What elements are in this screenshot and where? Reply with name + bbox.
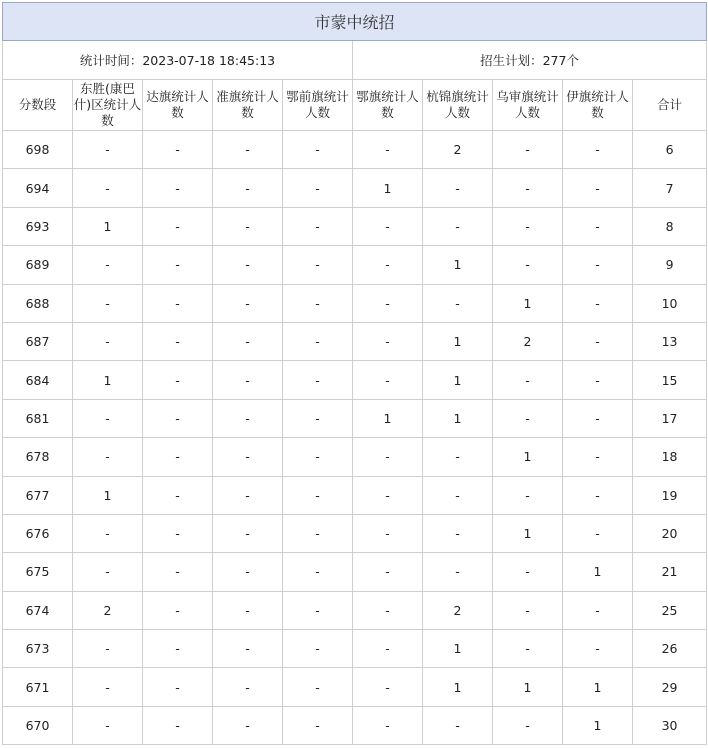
count-cell: 1 (73, 361, 143, 399)
count-cell: 1 (493, 438, 563, 476)
count-cell: - (283, 706, 353, 744)
count-cell: - (143, 668, 213, 706)
count-cell: - (143, 706, 213, 744)
count-cell: - (73, 706, 143, 744)
count-cell: - (283, 361, 353, 399)
count-cell: - (353, 630, 423, 668)
table-row (3, 514, 707, 552)
total-cell: 7 (633, 169, 707, 207)
total-cell: 25 (633, 591, 707, 629)
table-row (3, 438, 707, 476)
score-cell: 670 (3, 706, 73, 744)
stat-time: 统计时间：2023-07-18 18:45:13 (3, 41, 353, 80)
count-cell: - (493, 591, 563, 629)
column-header: 东胜(康巴什)区统计人数 (73, 80, 143, 131)
table-row (3, 361, 707, 399)
count-cell: - (423, 514, 493, 552)
count-cell: - (423, 284, 493, 322)
count-cell: - (563, 399, 633, 437)
enrollment-plan: 招生计划：277个 (353, 41, 707, 80)
count-cell: 1 (423, 361, 493, 399)
count-cell: - (213, 131, 283, 169)
score-cell: 678 (3, 438, 73, 476)
count-cell: - (143, 361, 213, 399)
count-cell: - (283, 246, 353, 284)
count-cell: - (213, 591, 283, 629)
count-cell: 1 (563, 553, 633, 591)
count-cell: - (73, 514, 143, 552)
count-cell: - (143, 169, 213, 207)
count-cell: 1 (493, 514, 563, 552)
count-cell: - (353, 591, 423, 629)
column-header: 鄂旗统计人数 (353, 80, 423, 131)
count-cell: - (73, 630, 143, 668)
count-cell: - (493, 131, 563, 169)
table-row (3, 476, 707, 514)
count-cell: - (493, 169, 563, 207)
table-row (3, 668, 707, 706)
count-cell: - (283, 207, 353, 245)
score-cell: 681 (3, 399, 73, 437)
count-cell: - (73, 284, 143, 322)
count-cell: - (143, 399, 213, 437)
total-cell: 17 (633, 399, 707, 437)
count-cell: - (353, 476, 423, 514)
total-cell: 26 (633, 630, 707, 668)
count-cell: - (563, 591, 633, 629)
count-cell: 1 (423, 246, 493, 284)
score-cell: 693 (3, 207, 73, 245)
count-cell: 1 (423, 630, 493, 668)
count-cell: - (143, 591, 213, 629)
count-cell: 2 (423, 591, 493, 629)
column-header: 乌审旗统计人数 (493, 80, 563, 131)
score-cell: 675 (3, 553, 73, 591)
count-cell: - (143, 630, 213, 668)
count-cell: - (563, 361, 633, 399)
count-cell: - (213, 553, 283, 591)
score-cell: 676 (3, 514, 73, 552)
count-cell: - (73, 399, 143, 437)
count-cell: - (283, 591, 353, 629)
total-cell: 9 (633, 246, 707, 284)
score-cell: 689 (3, 246, 73, 284)
count-cell: - (283, 438, 353, 476)
count-cell: - (143, 476, 213, 514)
score-cell: 684 (3, 361, 73, 399)
count-cell: - (143, 438, 213, 476)
count-cell: - (353, 131, 423, 169)
table-row (3, 706, 707, 744)
count-cell: - (283, 399, 353, 437)
count-cell: 1 (353, 399, 423, 437)
table-row (3, 630, 707, 668)
column-header: 合计 (633, 80, 707, 131)
count-cell: - (143, 131, 213, 169)
count-cell: 1 (423, 668, 493, 706)
score-cell: 671 (3, 668, 73, 706)
column-header: 达旗统计人数 (143, 80, 213, 131)
count-cell: - (563, 284, 633, 322)
count-cell: - (213, 668, 283, 706)
count-cell: - (493, 630, 563, 668)
total-cell: 6 (633, 131, 707, 169)
count-cell: - (143, 284, 213, 322)
count-cell: 2 (493, 322, 563, 360)
column-header: 分数段 (3, 80, 73, 131)
count-cell: - (423, 476, 493, 514)
count-cell: - (283, 131, 353, 169)
count-cell: - (283, 668, 353, 706)
count-cell: - (213, 514, 283, 552)
count-cell: - (423, 438, 493, 476)
column-header: 伊旗统计人数 (563, 80, 633, 131)
count-cell: - (73, 668, 143, 706)
count-cell: - (563, 438, 633, 476)
count-cell: - (563, 169, 633, 207)
count-cell: - (73, 553, 143, 591)
count-cell: - (73, 438, 143, 476)
count-cell: 1 (563, 668, 633, 706)
count-cell: - (73, 322, 143, 360)
count-cell: - (213, 361, 283, 399)
count-cell: - (423, 553, 493, 591)
count-cell: - (143, 553, 213, 591)
total-cell: 13 (633, 322, 707, 360)
column-header: 杭锦旗统计人数 (423, 80, 493, 131)
count-cell: - (213, 322, 283, 360)
count-cell: - (283, 322, 353, 360)
count-cell: - (493, 706, 563, 744)
count-cell: - (423, 207, 493, 245)
count-cell: - (213, 476, 283, 514)
score-cell: 694 (3, 169, 73, 207)
count-cell: 2 (73, 591, 143, 629)
count-cell: - (493, 476, 563, 514)
count-cell: - (73, 131, 143, 169)
column-header: 鄂前旗统计人数 (283, 80, 353, 131)
count-cell: - (213, 207, 283, 245)
table-row (3, 284, 707, 322)
count-cell: - (353, 438, 423, 476)
count-cell: - (423, 169, 493, 207)
total-cell: 10 (633, 284, 707, 322)
count-cell: - (423, 706, 493, 744)
count-cell: - (493, 361, 563, 399)
count-cell: - (493, 399, 563, 437)
table-row (3, 246, 707, 284)
count-cell: - (353, 553, 423, 591)
total-cell: 19 (633, 476, 707, 514)
count-cell: - (213, 706, 283, 744)
table-row (3, 399, 707, 437)
count-cell: - (143, 322, 213, 360)
count-cell: - (563, 514, 633, 552)
table-row (3, 207, 707, 245)
count-cell: - (353, 514, 423, 552)
count-cell: - (353, 246, 423, 284)
table-row (3, 169, 707, 207)
total-cell: 30 (633, 706, 707, 744)
count-cell: - (143, 246, 213, 284)
count-cell: - (73, 246, 143, 284)
count-cell: - (73, 169, 143, 207)
count-cell: - (563, 476, 633, 514)
count-cell: - (283, 630, 353, 668)
total-cell: 20 (633, 514, 707, 552)
count-cell: - (563, 630, 633, 668)
count-cell: - (283, 284, 353, 322)
count-cell: 1 (493, 668, 563, 706)
score-cell: 677 (3, 476, 73, 514)
count-cell: - (213, 284, 283, 322)
total-cell: 15 (633, 361, 707, 399)
total-cell: 8 (633, 207, 707, 245)
count-cell: - (353, 668, 423, 706)
count-cell: 1 (73, 476, 143, 514)
count-cell: - (143, 207, 213, 245)
count-cell: - (353, 207, 423, 245)
count-cell: - (213, 246, 283, 284)
count-cell: 1 (353, 169, 423, 207)
score-cell: 687 (3, 322, 73, 360)
count-cell: - (563, 246, 633, 284)
score-cell: 698 (3, 131, 73, 169)
count-cell: - (143, 514, 213, 552)
count-cell: - (283, 169, 353, 207)
count-cell: 2 (423, 131, 493, 169)
count-cell: - (283, 476, 353, 514)
count-cell: - (563, 207, 633, 245)
total-cell: 18 (633, 438, 707, 476)
count-cell: - (353, 361, 423, 399)
total-cell: 29 (633, 668, 707, 706)
count-cell: - (353, 706, 423, 744)
score-cell: 673 (3, 630, 73, 668)
count-cell: - (213, 169, 283, 207)
table-title: 市蒙中统招 (3, 3, 707, 41)
count-cell: - (283, 514, 353, 552)
count-cell: - (283, 553, 353, 591)
score-table (2, 2, 707, 745)
count-cell: - (493, 246, 563, 284)
count-cell: - (563, 131, 633, 169)
score-cell: 674 (3, 591, 73, 629)
total-cell: 21 (633, 553, 707, 591)
score-cell: 688 (3, 284, 73, 322)
count-cell: - (213, 399, 283, 437)
count-cell: - (563, 322, 633, 360)
table-row (3, 131, 707, 169)
count-cell: 1 (423, 399, 493, 437)
count-cell: 1 (73, 207, 143, 245)
header-row (3, 80, 707, 131)
count-cell: 1 (493, 284, 563, 322)
table-row (3, 322, 707, 360)
count-cell: - (353, 322, 423, 360)
count-cell: - (493, 553, 563, 591)
count-cell: - (213, 438, 283, 476)
column-header: 准旗统计人数 (213, 80, 283, 131)
count-cell: 1 (563, 706, 633, 744)
table-row (3, 591, 707, 629)
count-cell: 1 (423, 322, 493, 360)
count-cell: - (353, 284, 423, 322)
table-row (3, 553, 707, 591)
count-cell: - (493, 207, 563, 245)
count-cell: - (213, 630, 283, 668)
